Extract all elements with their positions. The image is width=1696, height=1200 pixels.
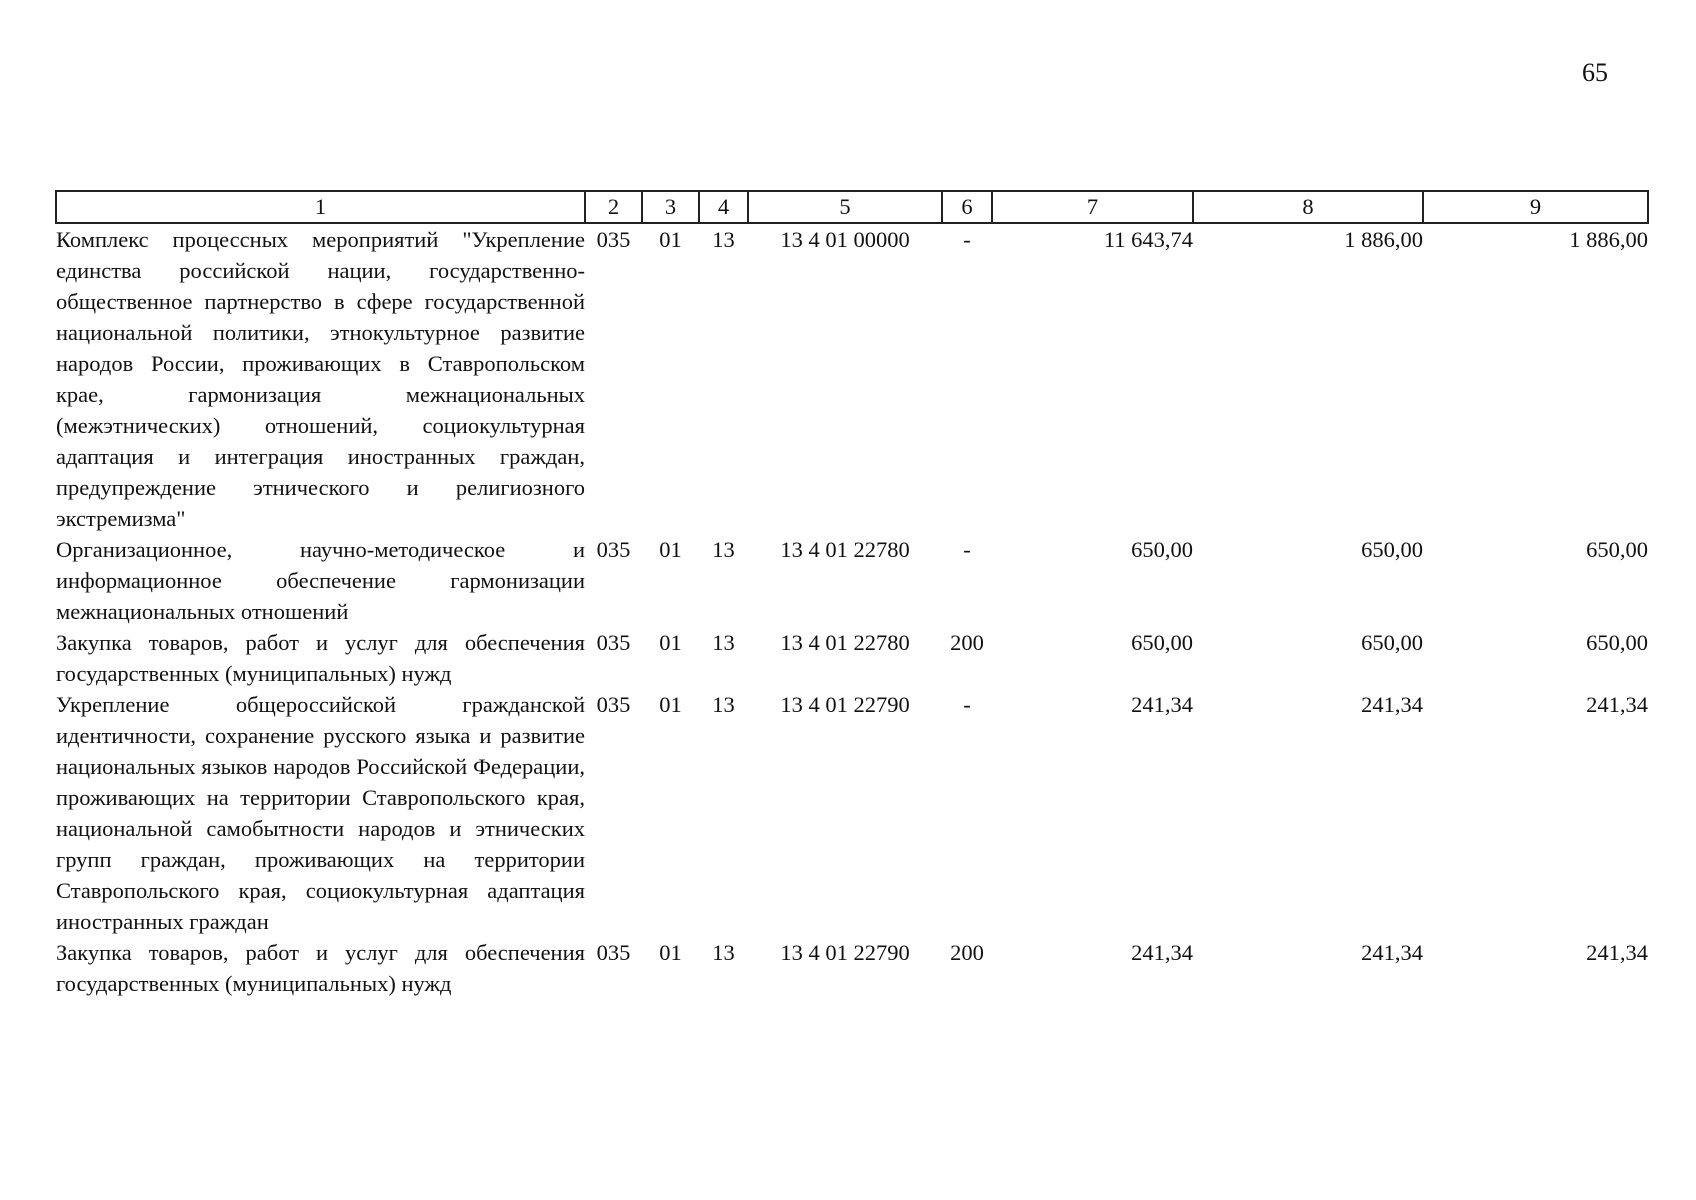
row-name: Закупка товаров, работ и услуг для обеспечения государственных (муниципальных) нужд	[56, 940, 585, 996]
cell-col-9: 650,00	[1586, 630, 1648, 655]
cell-col-4: 13	[712, 630, 735, 655]
budget-table	[55, 190, 1649, 999]
table-row	[56, 223, 1648, 534]
table-row	[56, 627, 1648, 689]
cell-col-9: 1 886,00	[1569, 227, 1648, 252]
header-col-6: 6	[942, 191, 992, 223]
header-col-8: 8	[1193, 191, 1423, 223]
cell-col-7: 241,34	[1131, 692, 1193, 717]
cell-col-3: 01	[659, 227, 682, 252]
header-col-7: 7	[992, 191, 1193, 223]
cell-col-5: 13 4 01 22780	[780, 537, 910, 562]
table-row	[56, 689, 1648, 937]
cell-col-7: 241,34	[1131, 940, 1193, 965]
cell-col-4: 13	[712, 227, 735, 252]
table-row	[56, 534, 1648, 627]
cell-col-9: 650,00	[1586, 537, 1648, 562]
header-col-5: 5	[748, 191, 942, 223]
cell-col-9: 241,34	[1586, 940, 1648, 965]
cell-col-8: 650,00	[1361, 630, 1423, 655]
cell-col-4: 13	[712, 940, 735, 965]
cell-col-8: 241,34	[1361, 692, 1423, 717]
cell-col-4: 13	[712, 692, 735, 717]
header-col-4: 4	[699, 191, 748, 223]
row-name: Комплекс процессных мероприятий "Укрепление единства российской нации, государственно-общественное партнерство в сфере государственной национальной политики, этнокультурное развитие народов России, проживающих в Ставропольском крае, гармонизация межнациональных (межэтнических) отношений, социокультурная адаптация и интеграция иностранных граждан, предупреждение этнического и религиозного экстремизма"	[56, 227, 585, 531]
header-col-9: 9	[1423, 191, 1648, 223]
cell-col-5: 13 4 01 22780	[780, 630, 910, 655]
header-col-1: 1	[56, 191, 585, 223]
cell-col-2: 035	[596, 227, 631, 252]
cell-col-2: 035	[596, 630, 631, 655]
cell-col-6: -	[963, 692, 971, 717]
header-col-3: 3	[642, 191, 699, 223]
cell-col-6: -	[963, 537, 971, 562]
cell-col-4: 13	[712, 537, 735, 562]
cell-col-2: 035	[596, 692, 631, 717]
cell-col-7: 650,00	[1131, 630, 1193, 655]
cell-col-6: 200	[950, 940, 984, 965]
cell-col-2: 035	[596, 940, 631, 965]
cell-col-7: 11 643,74	[1103, 227, 1193, 252]
cell-col-7: 650,00	[1131, 537, 1193, 562]
cell-col-5: 13 4 01 22790	[780, 940, 910, 965]
cell-col-2: 035	[596, 537, 631, 562]
cell-col-3: 01	[659, 630, 682, 655]
cell-col-3: 01	[659, 692, 682, 717]
cell-col-6: 200	[950, 630, 984, 655]
header-col-2: 2	[585, 191, 642, 223]
cell-col-5: 13 4 01 22790	[780, 692, 910, 717]
table-body	[56, 223, 1648, 999]
cell-col-8: 1 886,00	[1344, 227, 1423, 252]
cell-col-5: 13 4 01 00000	[780, 227, 910, 252]
cell-col-8: 241,34	[1361, 940, 1423, 965]
cell-col-3: 01	[659, 940, 682, 965]
row-name: Закупка товаров, работ и услуг для обеспечения государственных (муниципальных) нужд	[56, 630, 585, 686]
cell-col-6: -	[963, 227, 971, 252]
header-row	[56, 191, 1648, 223]
row-name: Организационное, научно-методическое и информационное обеспечение гармонизации межнациональных отношений	[56, 537, 585, 624]
cell-col-8: 650,00	[1361, 537, 1423, 562]
row-name: Укрепление общероссийской гражданской идентичности, сохранение русского языка и развитие национальных языков народов Российской Федерации, проживающих на территории Ставропольского края, национальной самобытности народов и этнических групп граждан, проживающих на территории Ставропольского края, социокультурная адаптация иностранных граждан	[56, 692, 585, 934]
table-row	[56, 937, 1648, 999]
page-number: 65	[1582, 58, 1608, 87]
table-header	[56, 191, 1648, 223]
cell-col-3: 01	[659, 537, 682, 562]
cell-col-9: 241,34	[1586, 692, 1648, 717]
